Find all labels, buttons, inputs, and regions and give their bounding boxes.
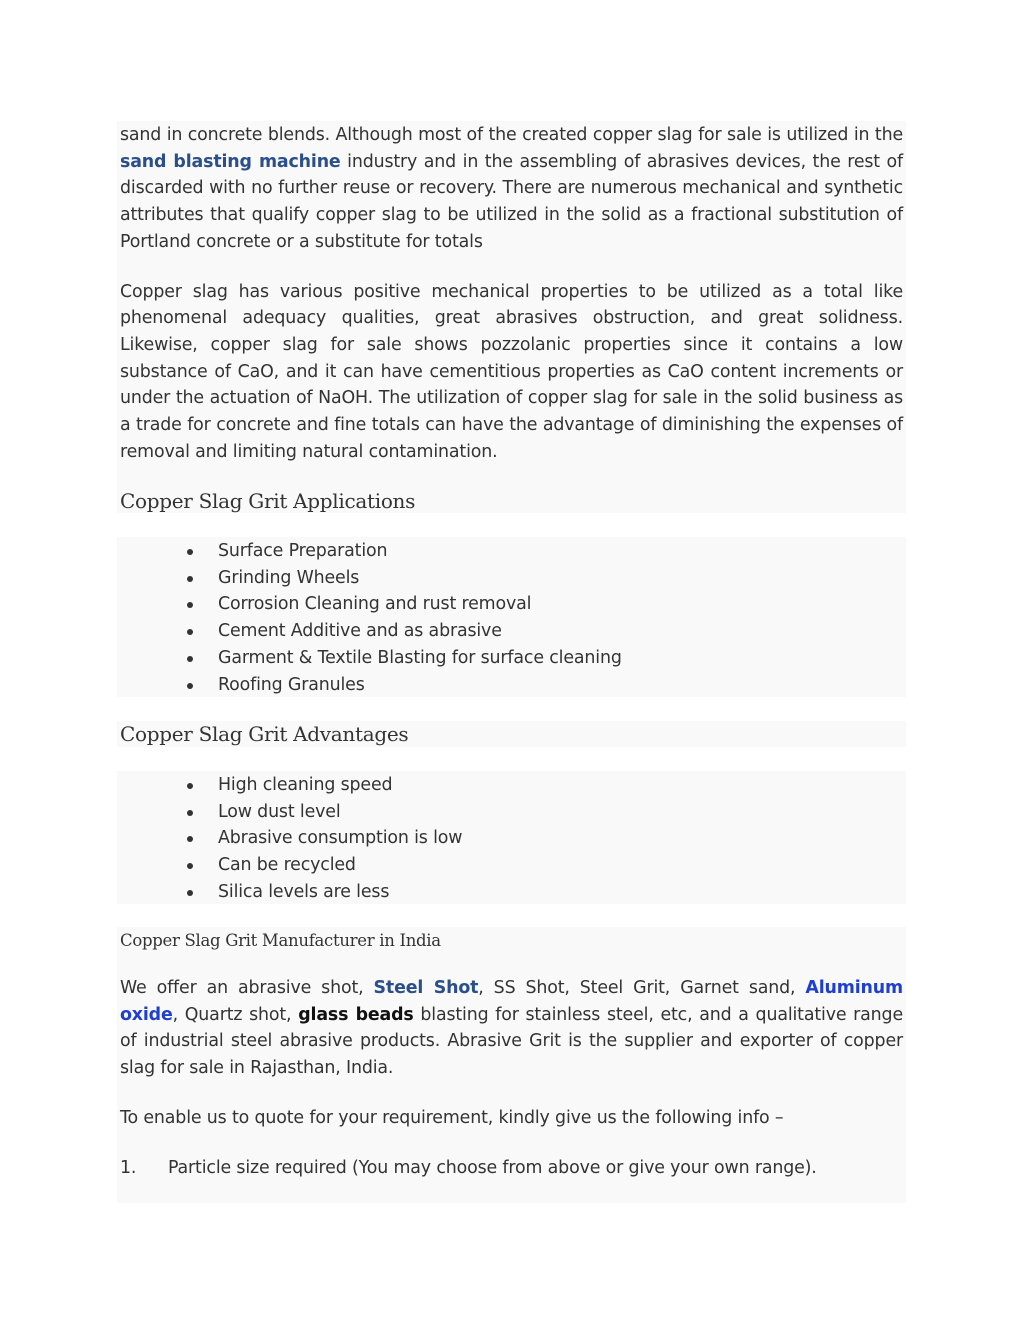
bullet-icon <box>187 836 193 842</box>
bullet-icon <box>187 783 193 789</box>
text-span: industry and in the assembling of abrasives devices, the rest of discarded with no further reuse or recovery. There are numerous mechanical and synthetic attributes that qualify copper slag to be utilized in the solid as a fractional substitution of Portland concrete or a substitute for totals <box>120 151 904 252</box>
bullet-icon <box>187 576 193 582</box>
bullet-icon <box>187 549 193 555</box>
bullet-icon <box>187 602 193 608</box>
list-item-label: High cleaning speed <box>218 775 393 795</box>
list-number: 1. <box>120 1157 137 1178</box>
advantages-list <box>117 772 906 906</box>
sand-blasting-machine-link[interactable]: sand blasting machine <box>120 151 341 172</box>
numbered-list-item <box>117 1155 906 1182</box>
bullet-icon <box>187 683 193 689</box>
list-item-label: Roofing Granules <box>218 674 365 695</box>
advantages-heading-block <box>117 721 906 747</box>
list-item-label: Particle size required (You may choose from above or give your own range). <box>168 1157 817 1178</box>
intro-paragraph-1 <box>117 122 906 256</box>
list-item <box>117 772 906 799</box>
list-item <box>117 538 906 565</box>
list-item <box>117 879 906 906</box>
list-item <box>117 852 906 879</box>
advantages-list-block <box>117 771 906 904</box>
list-item <box>117 799 906 826</box>
manufacturer-paragraph-2: To enable us to quote for your requirement, kindly give us the following info – <box>120 1107 784 1128</box>
list-item-label: Cement Additive and as abrasive <box>218 621 502 642</box>
list-item-label: Can be recycled <box>218 855 356 876</box>
list-item <box>117 645 906 672</box>
aluminum-oxide-link[interactable]: Aluminum oxide <box>120 978 903 1025</box>
applications-list <box>117 538 906 698</box>
advantages-heading: Copper Slag Grit Advantages <box>120 722 409 746</box>
list-item <box>117 591 906 618</box>
list-item <box>117 825 906 852</box>
text-span: , Quartz shot, <box>172 1004 299 1025</box>
list-item-label: Grinding Wheels <box>218 567 360 588</box>
text-span: We offer an abrasive shot, <box>120 978 374 998</box>
bullet-icon <box>187 890 193 896</box>
list-item-label: Surface Preparation <box>218 541 388 561</box>
bullet-icon <box>187 656 193 662</box>
list-item <box>117 618 906 645</box>
applications-heading: Copper Slag Grit Applications <box>120 489 416 514</box>
list-item-label: Silica levels are less <box>218 881 390 902</box>
manufacturer-block <box>117 927 906 1203</box>
bullet-icon <box>187 810 193 816</box>
text-span: sand in concrete blends. Although most of the created copper slag for sale is utilized in the <box>120 125 903 145</box>
intro-block <box>117 121 906 513</box>
bullet-icon <box>187 863 193 869</box>
list-item <box>117 565 906 592</box>
manufacturer-heading: Copper Slag Grit Manufacturer in India <box>120 931 441 950</box>
intro-paragraph-2: Copper slag has various positive mechanical properties to be utilized as a total like phenomenal adequacy qualities, great abrasives obstruction, and great solidness. Likewise, copper slag for sale shows pozzolanic properties since it contains a low substance of CaO, and it can have cementitious properties as CaO content increments or under the actuation of NaOH. The utilization of copper slag for sale in the solid business as a trade for concrete and fine totals can have the advantage of diminishing the expenses of removal and limiting natural contamination. <box>120 281 903 462</box>
list-item <box>117 672 906 699</box>
text-span: , SS Shot, Steel Grit, Garnet sand, <box>478 978 806 998</box>
steel-shot-link[interactable]: Steel Shot <box>373 978 479 998</box>
list-item-label: Abrasive consumption is low <box>218 828 463 849</box>
list-item-label: Low dust level <box>218 801 341 822</box>
text-span: blasting for stainless steel, etc, and a qualitative range of industrial steel abrasive products. Abrasive Grit is the supplier and exporter of copper slag for sale in Rajasthan, India. <box>120 1004 903 1079</box>
manufacturer-paragraph-1 <box>117 975 906 1082</box>
bullet-icon <box>187 629 193 635</box>
list-item-label: Corrosion Cleaning and rust removal <box>218 594 532 615</box>
glass-beads-text: glass beads <box>298 1004 414 1025</box>
list-item-label: Garment & Textile Blasting for surface cleaning <box>218 647 622 668</box>
applications-list-block <box>117 537 906 697</box>
